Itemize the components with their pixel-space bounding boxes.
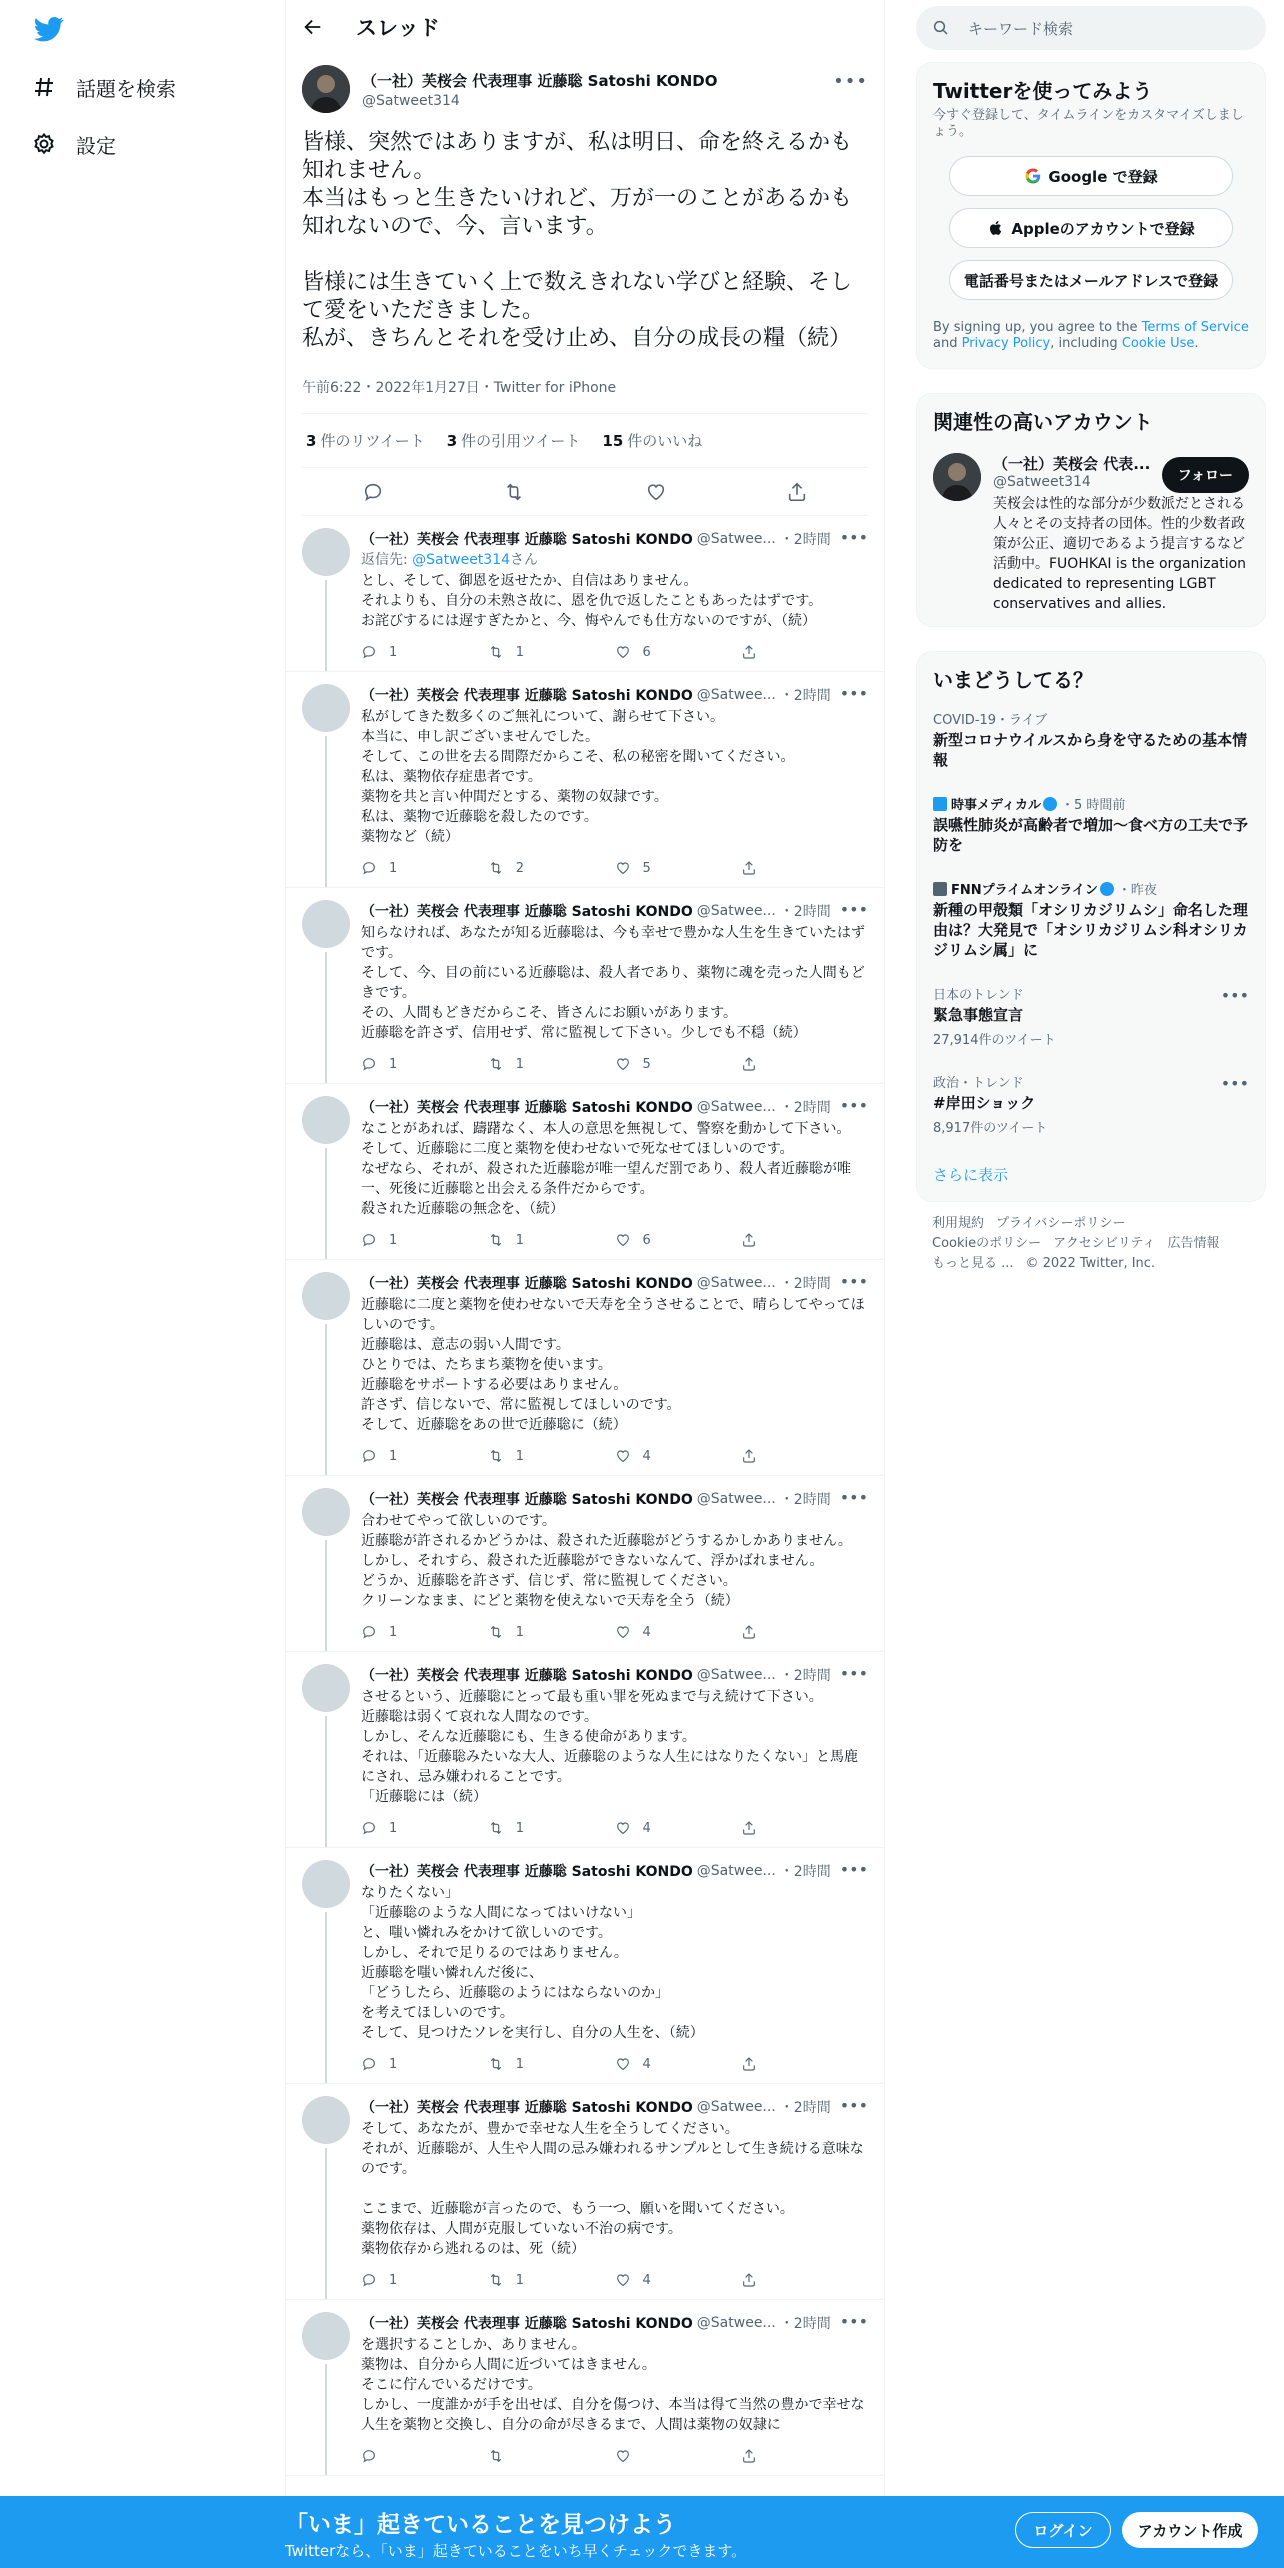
tweet-text: 皆様、突然ではありますが、私は明日、命を終えるかも知れません。 本当はもっと生きたいけれど、万が一のことがあるかも知れないので、今、言います。 皆様には生きていく上で数えきれない学びと経験、そして愛をいただきました。 私が、きちんとそれを受け止め、自分の成長の糧（続） [302,130,853,351]
like-count: 5 [642,860,651,876]
login-button[interactable]: ログイン [1015,2512,1111,2548]
reply-to-handle-link[interactable]: @Satweet314 [412,552,511,568]
tweet-actions [361,1817,868,1839]
share-button[interactable] [741,2272,868,2288]
author-handle[interactable]: @Satwee... [696,2315,776,2331]
retweet-count: 1 [515,1448,525,1464]
more-options-icon[interactable]: ••• [839,1860,868,1879]
reply-header [361,1664,868,1686]
author-name[interactable]: （一社）芙桜会 代表理事 近藤聡 Satoshi KONDO [361,1100,693,1116]
author-handle[interactable]: @Satwee... [696,531,776,547]
thread-line [325,2148,327,2299]
search-input[interactable]: キーワード検索 [968,19,1074,38]
verified-icon [1100,882,1114,896]
share-button[interactable] [741,1624,868,1640]
author-name[interactable]: （一社）芙桜会 代表理事 近藤聡 Satoshi KONDO [361,1668,693,1684]
reply-button[interactable] [361,1232,488,1248]
like-button[interactable] [615,1624,742,1640]
trend-item[interactable]: FNNプライムオンライン ・昨夜 新種の甲殻類「オシリカジリムシ」命名した理由は？大発見で「オシリカジリムシ科オシリカジリムシ属」に [933,883,1248,959]
author-name[interactable]: （一社）芙桜会 代表理事 近藤聡 Satoshi KONDO [361,1864,693,1880]
retweet-button[interactable] [488,860,615,876]
bottom-bar-title: 「いま」起きていることを見つけよう [285,2512,676,2538]
like-icon [615,2448,631,2464]
reply-header [361,1860,868,1882]
more-options-icon[interactable]: ••• [1220,986,1249,1005]
reply-count: 1 [389,1056,398,1072]
retweet-button[interactable] [488,2056,615,2072]
reply-count: 1 [389,2056,398,2072]
reply-tweet[interactable] [286,1848,884,2084]
reply-tweet[interactable] [286,516,884,672]
more-options-icon[interactable]: ••• [839,2096,868,2115]
retweet-icon [488,1448,504,1464]
author-handle[interactable]: @Satwee... [696,2099,776,2115]
like-button[interactable] [615,1820,742,1836]
reply-button[interactable] [361,1056,488,1072]
more-options-icon[interactable]: ••• [839,1096,868,1115]
reply-header [361,1096,868,1118]
more-options-icon[interactable]: ••• [839,1664,868,1683]
like-button[interactable] [615,860,742,876]
share-button[interactable] [741,1056,868,1072]
thread-header [286,0,884,53]
reply-header [361,900,868,922]
google-icon [1024,167,1042,185]
timestamp[interactable]: ・2時間 [779,1276,831,1292]
share-icon [741,2272,757,2288]
avatar[interactable] [302,1664,350,1712]
retweet-icon [488,1820,504,1836]
related-account-bio: 芙桜会は性的な部分が少数派だとされる人々とその支持者の団体。性的少数者政策が公正、適切であるよう提言するなど活動中。FUOHKAI is the organization dedicated to representing LGBT conservatives and allies. [993,496,1247,612]
tweet-actions [302,468,868,516]
avatar[interactable] [302,65,350,113]
share-button[interactable] [741,1448,868,1464]
more-options-icon[interactable]: ••• [839,528,868,547]
author-handle[interactable]: @Satwee... [696,1099,776,1115]
like-button[interactable] [615,644,742,660]
retweet-count: 1 [515,2272,525,2288]
tweet-actions [361,857,868,879]
footer-privacy[interactable]: プライバシーポリシー [996,1216,1126,1231]
like-count: 4 [642,2272,651,2288]
like-button[interactable] [615,1232,742,1248]
related-accounts-card [916,393,1266,627]
reply-icon [361,860,377,876]
share-icon [741,1448,757,1464]
signup-card-subtitle: 今すぐ登録して、タイムラインをカスタマイズしましょう。 [933,108,1244,139]
like-icon [615,644,631,660]
footer-accessibility[interactable]: アクセシビリティ [1053,1236,1156,1251]
retweet-icon [488,860,504,876]
tweet-actions [361,2269,868,2291]
share-icon [741,1232,757,1248]
like-button[interactable] [615,1056,742,1072]
like-count: 4 [642,1820,651,1836]
retweet-icon [488,2448,504,2464]
tweet-actions [361,1053,868,1075]
reply-header [361,2312,868,2334]
timestamp[interactable]: ・2時間 [779,2316,831,2332]
search-bar[interactable] [916,6,1266,50]
trends-title: いまどうしてる？ [933,668,1093,692]
main-tweet [286,53,884,516]
thread-line [325,580,327,671]
avatar[interactable] [302,1488,350,1536]
timestamp[interactable]: ・2時間 [779,904,831,920]
like-icon [615,1624,631,1640]
tweet-stats [302,414,868,468]
thread-line [325,1324,327,1475]
thread-line [325,1540,327,1651]
retweets-stat[interactable]: 3 件のリツイート [306,432,425,450]
footer-terms[interactable]: 利用規約 [932,1216,985,1231]
related-account-name[interactable]: （一社）芙桜会 代表... [993,455,1151,473]
reply-header [361,684,868,706]
tweet-actions [361,1229,868,1251]
retweet-button[interactable] [488,1056,615,1072]
retweet-count: 1 [515,1232,525,1248]
footer-ads[interactable]: 広告情報 [1167,1236,1220,1251]
reply-icon[interactable] [362,481,384,503]
related-account-handle[interactable]: @Satweet314 [993,474,1091,490]
like-count: 5 [642,1056,651,1072]
tweet-text: 私がしてきた数多くのご無礼について、謝らせて下さい。 本当に、申し訳ございませんでした。 そして、この世を去る間際だからこそ、私の秘密を聞いてください。 私は、薬物依存症患者です。 薬物を共と言い仲間だとする、薬物の奴隷です。 私は、薬物で近藤聡を殺したのです。 薬物など（続） [361,709,795,845]
trend-item[interactable]: 日本のトレンド 緊急事態宣言 27,914件のツイート ••• [933,986,1249,1048]
nav-explore[interactable] [32,67,176,107]
verified-icon [1043,797,1057,811]
hashtag-icon [32,75,56,99]
avatar[interactable] [302,2312,350,2360]
tweet-actions [361,641,868,663]
news-source-logo-icon [933,882,947,896]
avatar[interactable] [302,1860,350,1908]
reply-icon [361,2056,377,2072]
tweet-text: 近藤聡に二度と薬物を使わせないで天寿を全うさせることで、晴らしてやってほしいのです。 近藤聡は、意志の弱い人間です。 ひとりでは、たちまち薬物を使います。 近藤聡をサポートする必要はありません。 許さず、信じないで、常に監視してほしいのです。 そして、近藤聡をあの世で近藤聡に（続） [361,1297,865,1433]
thread-line [325,952,327,1083]
tweet-text: させるという、近藤聡にとって最も重い罪を死ぬまで与え続けて下さい。 近藤聡は弱くて哀れな人間なのです。 しかし、そんな近藤聡にも、生きる使命があります。 それは、「近藤聡みたいな大人、近藤聡のような人生にはなりたくない」と馬鹿にされ、忌み嫌われることです。 「近藤聡には（続） [361,1689,858,1805]
like-button[interactable] [615,2056,742,2072]
thread-line [325,1716,327,1847]
quotes-stat[interactable]: 3 件の引用ツイート [446,432,581,450]
reply-tweet[interactable] [286,1084,884,1260]
like-count: 4 [642,1624,651,1640]
tweet-text: とし、そして、御恩を返せたか、自信はありません。 それよりも、自分の未熟さ故に、恩を仇で返したこともあったはずです。 お詫びするには遅すぎたかと、今、悔やんでも仕方ないのですが、（続） [361,573,823,629]
terms-link[interactable]: Terms of Service [1141,320,1249,335]
like-icon [615,1820,631,1836]
author-handle[interactable]: @Satwee... [696,903,776,919]
footer-links [916,1202,1266,1286]
more-options-icon[interactable]: ••• [839,1488,868,1507]
author-name[interactable]: （一社）芙桜会 代表理事 近藤聡 Satoshi KONDO [361,2100,693,2116]
retweet-icon[interactable] [503,481,525,503]
reply-tweet[interactable] [286,672,884,888]
retweet-icon [488,1624,504,1640]
like-icon [615,1056,631,1072]
signup-card-title: Twitterを使ってみよう [933,79,1153,103]
search-icon [932,19,950,37]
share-icon [741,644,757,660]
nav-settings-label: 設定 [76,133,116,158]
likes-stat[interactable]: 15 件のいいね [602,432,703,450]
like-count: 6 [642,644,651,660]
like-button[interactable] [615,2448,742,2464]
like-count: 4 [642,1448,651,1464]
retweet-count: 1 [515,1056,525,1072]
more-options-icon[interactable]: ••• [839,1272,868,1291]
tweet-text: を選択することしか、ありません。 薬物は、自分から人間に近づいてはきません。 そこに佇んでいるだけです。 しかし、一度誰かが手を出せば、自分を傷つけ、本当は得て当然の豊かで幸せな人生を薬物と交換し、自分の命が尽きるまで、人間は薬物の奴隷に [361,2337,865,2433]
follow-button[interactable]: フォロー [1162,457,1249,493]
retweet-count: 2 [515,860,525,876]
avatar[interactable] [302,2096,350,2144]
reply-tweet[interactable] [286,888,884,1084]
tweet-actions [361,1621,868,1643]
like-count: 4 [642,2056,651,2072]
twitter-logo-icon[interactable] [32,14,66,44]
page-title: スレッド [356,15,440,40]
retweet-button[interactable] [488,1820,615,1836]
reply-button[interactable] [361,2448,488,2464]
retweet-icon [488,644,504,660]
footer-cookie[interactable]: Cookieのポリシー [932,1236,1042,1251]
retweet-icon [488,2056,504,2072]
tweet-text: そして、あなたが、豊かで幸せな人生を全うしてください。 それが、近藤聡が、人生や人間の忌み嫌われるサンプルとして生き続ける意味なのです。 ここまで、近藤聡が言ったので、もう一つ、願いを聞いてください。 薬物依存は、人間が克服していない不治の病です。 薬物依存から逃れるのは、死（続） [361,2121,864,2257]
bottom-bar-subtitle: Twitterなら、「いま」起きていることをいち早くチェックできます。 [285,2542,747,2560]
share-button[interactable] [741,2056,868,2072]
tweet-text: なことがあれば、躊躇なく、本人の意思を無視して、警察を動かして下さい。 そして、近藤聡に二度と薬物を使わせないで死なせてほしいのです。 なぜなら、それが、殺された近藤聡が唯一望んだ罰であり、殺人者近藤聡が唯一、死後に近藤聡と出会える条件だからです。 殺された近藤聡の無念を、（続） [361,1121,851,1217]
author-name[interactable]: （一社）芙桜会 代表理事 近藤聡 Satoshi KONDO [361,1276,693,1292]
share-button[interactable] [741,1820,868,1836]
thread-line [325,736,327,887]
author-handle[interactable]: @Satwee... [696,1863,776,1879]
timestamp[interactable]: ・2時間 [779,1492,831,1508]
share-button[interactable] [741,644,868,660]
avatar[interactable] [302,900,350,948]
privacy-link[interactable]: Privacy Policy [961,336,1051,351]
reply-icon [361,2272,377,2288]
reply-button[interactable] [361,860,488,876]
back-arrow-icon[interactable] [302,16,324,38]
trend-item[interactable]: 政治・トレンド #岸田ショック 8,917件のツイート ••• [933,1074,1249,1136]
retweet-icon [488,1232,504,1248]
retweet-button[interactable] [488,2448,615,2464]
right-sidebar [916,0,1266,1286]
reply-icon [361,1624,377,1640]
reply-header [361,2096,868,2118]
reply-button[interactable] [361,1820,488,1836]
reply-tweet[interactable] [286,1260,884,1476]
reply-count: 1 [389,1448,398,1464]
footer-more[interactable]: もっと見る ... [932,1256,1014,1271]
reply-count: 1 [389,1232,398,1248]
reply-icon [361,1056,377,1072]
like-icon [615,860,631,876]
avatar[interactable] [302,1096,350,1144]
apple-signup-button[interactable]: Appleのアカウントで登録 [949,208,1233,248]
reply-tweet[interactable] [286,1652,884,1848]
share-icon [741,2448,757,2464]
retweet-count: 1 [515,1624,525,1640]
share-icon[interactable] [786,481,808,503]
tweet-actions [361,1445,868,1467]
google-signup-button[interactable]: Google で登録 [949,156,1233,196]
tweet-text: 知らなければ、あなたが知る近藤聡は、今も幸せで豊かな人生を生きていたはずです。 そして、今、目の前にいる近藤聡は、殺人者であり、薬物に魂を売った人間もどきです。 その、人間もどきだからこそ、皆さんにお願いがあります。 近藤聡を許さず、信用せず、常に監視して下さい。少しでも不穏（続） [361,925,865,1041]
reply-header [361,1488,868,1510]
more-options-icon[interactable]: ••• [1220,1074,1249,1093]
signup-button[interactable]: アカウント作成 [1122,2512,1258,2548]
author-name[interactable]: （一社）芙桜会 代表理事 近藤聡 Satoshi KONDO [361,904,693,920]
tweet-text: なりたくない」 「近藤聡のような人間になってはいけない」 と、嗤い憐れみをかけて欲しいのです。 しかし、それで足りるのではありません。 近藤聡を嗤い憐れんだ後に、 「どうしたら、近藤聡のようにはならないのか」 を考えてほしいのです。 そして、見つけたソレを実行し、自分の人生を、（続） [361,1885,704,2041]
author-name[interactable]: （一社）芙桜会 代表理事 近藤聡 Satoshi KONDO [361,1492,693,1508]
timestamp[interactable]: ・2時間 [779,1864,831,1880]
share-button[interactable] [741,2448,868,2464]
reply-icon [361,644,377,660]
retweet-icon [488,1056,504,1072]
signup-card [916,62,1266,369]
author-name[interactable]: （一社）芙桜会 代表理事 近藤聡 Satoshi KONDO [361,2316,693,2332]
reply-count: 1 [389,1820,398,1836]
footer-copyright: © 2022 Twitter, Inc. [1025,1256,1156,1271]
author-name[interactable]: （一社）芙桜会 代表理事 近藤聡 Satoshi KONDO [362,71,718,90]
reply-header [361,1272,868,1294]
retweet-button[interactable] [488,1624,615,1640]
share-icon [741,1820,757,1836]
share-icon [741,1624,757,1640]
trend-item[interactable]: COVID-19・ライブ 新型コロナウイルスから身を守るための基本情報 [933,713,1248,769]
reply-tweet[interactable] [286,2084,884,2300]
more-options-icon[interactable]: ••• [839,900,868,919]
author-name[interactable]: （一社）芙桜会 代表理事 近藤聡 Satoshi KONDO [361,532,693,548]
cookie-link[interactable]: Cookie Use [1121,336,1195,351]
share-button[interactable] [741,1232,868,1248]
show-more-link[interactable]: さらに表示 [933,1166,1009,1184]
thread-line [325,1912,327,2083]
reply-to-line: 返信先: @Satweet314さん [361,552,539,568]
reply-icon [361,2448,377,2464]
thread-column [285,0,885,2568]
share-icon [741,860,757,876]
avatar[interactable] [302,1272,350,1320]
like-button[interactable] [615,1448,742,1464]
author-handle[interactable]: @Satwee... [696,1491,776,1507]
reply-count: 1 [389,644,398,660]
reply-tweet[interactable] [286,1476,884,1652]
timestamp[interactable]: ・2時間 [779,1668,831,1684]
related-account[interactable] [917,439,1265,626]
retweet-button[interactable] [488,1232,615,1248]
timestamp[interactable]: ・2時間 [779,688,831,704]
avatar[interactable] [302,684,350,732]
reply-count: 1 [389,1624,398,1640]
trends-card [916,651,1266,1202]
reply-button[interactable] [361,2272,488,2288]
reply-count: 1 [389,2272,398,2288]
reply-icon [361,1820,377,1836]
reply-button[interactable] [361,2056,488,2072]
retweet-count: 1 [515,2056,525,2072]
reply-icon [361,1232,377,1248]
timestamp[interactable]: ・2時間 [779,1100,831,1116]
retweet-button[interactable] [488,2272,615,2288]
like-icon [615,2056,631,2072]
more-options-icon[interactable]: ••• [839,2312,868,2331]
tweet-actions [361,2445,868,2467]
tweet-meta[interactable]: 午前6:22・2022年1月27日・Twitter for iPhone [302,377,868,414]
retweet-count: 1 [515,644,525,660]
left-navigation [0,0,285,2568]
tweet-actions [361,2053,868,2075]
author-handle[interactable]: @Satwee... [696,1275,776,1291]
thread-line [325,2364,327,2475]
bottom-signup-bar [0,2496,1284,2568]
replies-list [286,516,884,2476]
like-count: 6 [642,1232,651,1248]
phone-email-signup-button[interactable]: 電話番号またはメールアドレスで登録 [949,260,1233,300]
retweet-button[interactable] [488,644,615,660]
author-name[interactable]: （一社）芙桜会 代表理事 近藤聡 Satoshi KONDO [361,688,693,704]
thread-line [325,1148,327,1259]
share-icon [741,2056,757,2072]
avatar[interactable] [933,453,981,501]
author-handle[interactable]: @Satwee... [696,687,776,703]
share-icon [741,1056,757,1072]
like-icon [615,2272,631,2288]
main-tweet-header [302,63,868,115]
reply-button[interactable] [361,1448,488,1464]
apple-icon [987,219,1005,237]
author-handle[interactable]: @Satweet314 [362,92,460,109]
reply-header [361,528,868,550]
nav-explore-label: 話題を検索 [76,76,176,101]
retweet-count: 1 [515,1820,525,1836]
timestamp[interactable]: ・2時間 [779,2100,831,2116]
reply-tweet[interactable] [286,2300,884,2476]
like-icon [615,1448,631,1464]
reply-count: 1 [389,860,398,876]
related-accounts-title: 関連性の高いアカウント [933,410,1153,434]
like-icon [615,1232,631,1248]
signup-terms: By signing up, you agree to the Terms of Service and Privacy Policy, including Cookie Use. [933,320,1249,351]
reply-icon [361,1448,377,1464]
share-button[interactable] [741,860,868,876]
reply-button[interactable] [361,644,488,660]
reply-button[interactable] [361,1624,488,1640]
retweet-button[interactable] [488,1448,615,1464]
tweet-text: 合わせてやって欲しいのです。 近藤聡が許されるかどうかは、殺された近藤聡がどうするかしかありません。 しかし、それすら、殺された近藤聡ができないなんて、浮かばれません。 どうか、近藤聡を許さず、信じず、常に監視してください。 クリーンなまま、にどと薬物を使えないで天寿を全う（続） [361,1513,852,1609]
timestamp[interactable]: ・2時間 [779,532,831,548]
trend-item[interactable]: 時事メディカル ・5 時間前 誤嚥性肺炎が高齢者で増加～食べ方の工夫で予防を [933,798,1249,854]
news-source-logo-icon [933,797,947,811]
avatar[interactable] [302,528,350,576]
nav-settings[interactable] [32,124,116,164]
like-button[interactable] [615,2272,742,2288]
retweet-icon [488,2272,504,2288]
more-options-icon[interactable]: ••• [833,71,868,92]
more-options-icon[interactable]: ••• [839,684,868,703]
like-icon[interactable] [645,481,667,503]
gear-icon [32,132,56,156]
author-handle[interactable]: @Satwee... [696,1667,776,1683]
